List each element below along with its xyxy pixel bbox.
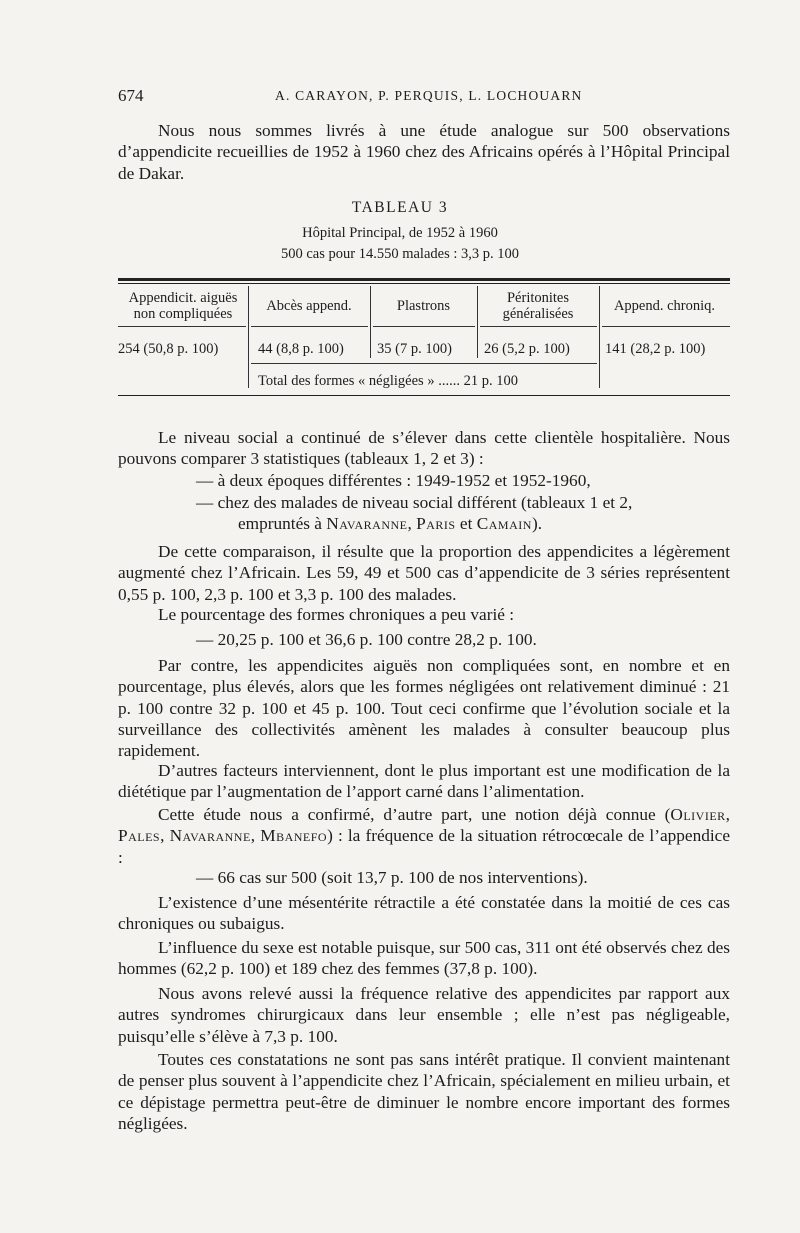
author-name: Camain	[476, 514, 532, 533]
running-header	[118, 86, 728, 108]
header-underline	[118, 326, 246, 327]
paragraph: Nous avons relevé aussi la fréquence relative des appendicites par rapport aux autres syndromes chirurgicaux dans leur ensemble ; elle n’est pas négligeable, puisqu’elle s’élève à 7,3 p. 100.	[118, 984, 730, 1046]
list-item: — à deux époques différentes : 1949-1952 et 1952-1960,	[196, 471, 591, 490]
header-underline	[480, 326, 597, 327]
paragraph: Cette étude nous a confirmé, d’autre part, une notion déjà connue (Olivier, Pales, Navaranne, Mbanefo) : la fréquence de la situation rétrocœcale de l’appendice :	[118, 805, 731, 867]
paragraph: D’autres facteurs interviennent, dont le plus important est une modification de la diététique par l’augmentation de l’apport carné dans l’alimentation.	[118, 761, 730, 802]
list-item: — 20,25 p. 100 et 36,6 p. 100 contre 28,2 p. 100.	[196, 630, 537, 649]
total-divider	[251, 363, 597, 364]
table-cell: 254 (50,8 p. 100)	[118, 341, 219, 357]
paragraph: Par contre, les appendicites aiguës non compliquées sont, en nombre et en pourcentage, plus élevés, alors que les formes négligées ont relativement diminué : 21 p. 100 contre 32 p. 100 et 45 p. 100. Tout ceci confirme que l’évolution sociale et la surveillance des collectivités amènent les malades à consulter beaucoup plus rapidement.	[118, 656, 730, 761]
table-header-cell: Append. chroniq.	[613, 298, 716, 314]
table-cell: 141 (28,2 p. 100)	[605, 341, 706, 357]
table-subtitle-1: Hôpital Principal, de 1952 à 1960	[302, 225, 498, 241]
table-cell: 26 (5,2 p. 100)	[484, 341, 570, 357]
table-subtitle-2: 500 cas pour 14.550 malades : 3,3 p. 100	[280, 246, 519, 262]
table-bottom-rule	[118, 395, 730, 396]
paragraph: L’influence du sexe est notable puisque, sur 500 cas, 311 ont été observés chez des hommes (62,2 p. 100) et 189 chez des femmes (37,8 p. 100).	[118, 938, 730, 979]
col-divider	[370, 286, 371, 358]
paragraph: L’existence d’une mésentérite rétractile a été constatée dans la moitié de ces cas chroniques ou subaigus.	[118, 893, 730, 934]
header-underline	[251, 326, 368, 327]
header-authors: A. CARAYON, P. PERQUIS, L. LOCHOUARN	[275, 88, 583, 103]
paragraph: De cette comparaison, il résulte que la proportion des appendicites a légèrement augmenté chez l’Africain. Les 59, 49 et 500 cas d’appendicite de 3 séries représentent 0,55 p. 100, 2,3 p. 100 et 3,3 p. 100 des malades.	[118, 542, 730, 604]
table-header-cell: Plastrons	[396, 298, 451, 314]
author-name: Navaranne	[326, 514, 408, 533]
table-top-rule-thin	[118, 283, 730, 284]
author-name: Mbanefo	[260, 826, 328, 846]
paragraph: Toutes ces constatations ne sont pas sans intérêt pratique. Il convient maintenant de penser plus souvent à l’appendicite chez l’Africain, spécialement en milieu urbain, et ce dépistage permettra peut-être de diminuer le nombre encore important des formes négligées.	[118, 1050, 730, 1133]
page-number: 674	[118, 86, 144, 105]
table-title: TABLEAU 3	[351, 199, 449, 216]
table-total: Total des formes « négligées » ...... 21 p. 100	[258, 373, 518, 389]
list-item: — chez des malades de niveau social différent (tableaux 1 et 2,	[196, 493, 633, 512]
table-top-rule	[118, 278, 730, 281]
paragraph: Le pourcentage des formes chroniques a peu varié :	[158, 605, 515, 624]
table-cell: 35 (7 p. 100)	[377, 341, 452, 357]
table-header-cell: Appendicit. aiguës non compliquées	[128, 290, 238, 322]
table-header-cell: Abcès append.	[266, 298, 352, 314]
author-name: Paris	[416, 514, 456, 533]
list-item-continuation: empruntés à Navaranne, Paris et Camain).	[238, 514, 543, 533]
table-cell: 44 (8,8 p. 100)	[258, 341, 344, 357]
list-item: — 66 cas sur 500 (soit 13,7 p. 100 de nos interventions).	[196, 868, 588, 887]
header-underline	[373, 326, 475, 327]
author-name: Navaranne	[169, 826, 251, 846]
author-name: Olivier	[670, 805, 726, 824]
author-name: Pales	[118, 826, 161, 846]
intro-paragraph: Nous nous sommes livrés à une étude analogue sur 500 observations d’appendicite recueillies de 1952 à 1960 chez des Africains opérés à l’Hôpital Principal de Dakar.	[118, 121, 730, 183]
header-underline	[602, 326, 730, 327]
table-header-cell: Péritonites généralisées	[502, 290, 574, 322]
paragraph: Le niveau social a continué de s’élever dans cette clientèle hospitalière. Nous pouvons comparer 3 statistiques (tableaux 1, 2 et 3) :	[118, 428, 730, 469]
